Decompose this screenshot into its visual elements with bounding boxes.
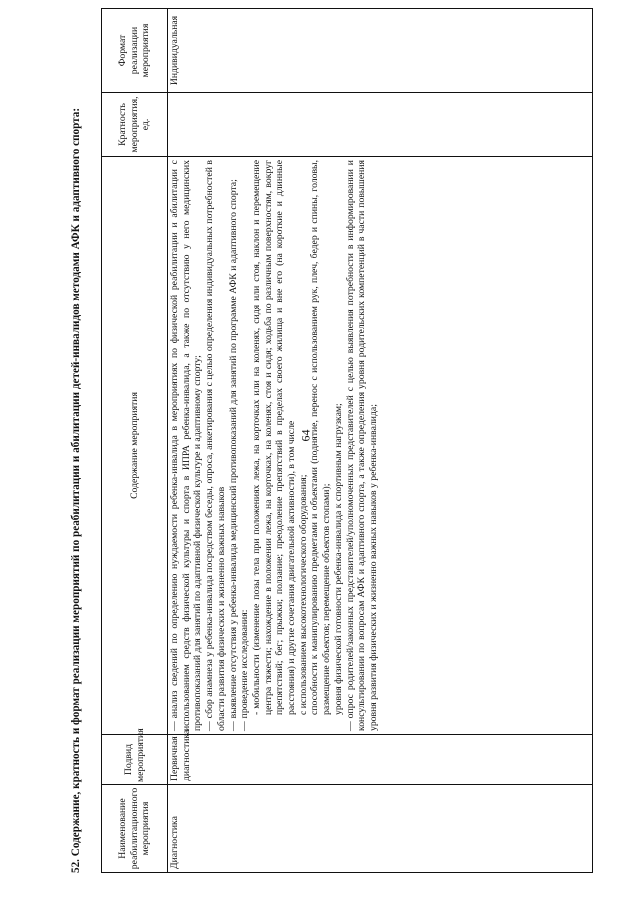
table-header-row [102, 9, 168, 873]
cell-frequency [168, 93, 593, 157]
list-item: —опрос родителей/законных представителей/уполномоченных представителей с целью выявления потребности в информировании и консультировании по вопросам АФК и адаптивного спорта, а также определения уровня родительских компетенций в части повышения уровня развития физических и жизненно важных навыков у ребенка-инвалида; [344, 160, 379, 731]
sub-list-item: способности к манипулированию предметами и объектами (поднятие, перенос с использованием рук, плеч, бедер и спины, головы, размещение объектов; перемещение объектов стопами); [309, 160, 333, 715]
measures-table [101, 8, 593, 873]
table-row [168, 9, 593, 873]
cell-format: Индивидуальная [168, 9, 593, 93]
list-item: —анализ сведений по определению нуждаемости ребенка-инвалида в мероприятиях по физической реабилитации и абилитации с использованием средств физической культуры и спорта в ИПРА ребенка-инвалида, а также по отсутствию у него медицинских противопоказаний для занятий по адаптивной физической культуре и адаптивному спорту; [169, 160, 204, 731]
list-item: —проведение исследования: [239, 609, 251, 731]
header-name: Наименование реабилитационного мероприятия [102, 785, 168, 873]
header-subgroup: Подвид мероприятия [102, 735, 168, 785]
sub-list-item: с использованием высокотехнологического оборудования; [297, 474, 309, 715]
header-format: Формат реализации мероприятия [102, 9, 168, 93]
sub-list-item: уровня физической готовности ребенка-инвалида к спортивным нагрузкам; [332, 403, 344, 715]
list-item: —сбор анамнеза у ребенка-инвалида посредством беседы, опроса, анкетирования с целью определения индивидуальных потребностей в области развития физических и жизненно важных навыков [204, 160, 227, 731]
header-content: Содержание мероприятия [102, 157, 168, 735]
list-item: —выявление отсутствия у ребенка-инвалида медицинский противопоказаний для занятий по программе АФК и адаптивного спорта; [227, 179, 239, 731]
cell-name: Диагностика [168, 785, 593, 873]
document-title: 52. Содержание, кратность и формат реализации мероприятий по реабилитации и абилитации детей-инвалидов методами АФК и адаптивного спорта: [70, 107, 82, 873]
page-number: 64 [298, 429, 313, 442]
rotated-content [66, 9, 636, 873]
cell-subgroup: Первичная диагностика [168, 735, 593, 785]
sub-list-item: -мобильности (изменение позы тела при положениях лежа, на корточках или на коленях, сидя или стоя, наклон и перемещение центра тяжести; нахождение в положении лежа, на корточках, на коленях, стоя и сидя; ходьба по различным поверхностям, вокруг препятствий; бег; прыжки; ползание; преодоление препятствий в пределах своего жилища и вне его (на короткие и длинные расстояния) и другие сочетания двигательной активности), в том числе [250, 160, 298, 715]
cell-content [168, 157, 593, 735]
header-frequency: Кратность мероприятия, ед. [102, 93, 168, 157]
